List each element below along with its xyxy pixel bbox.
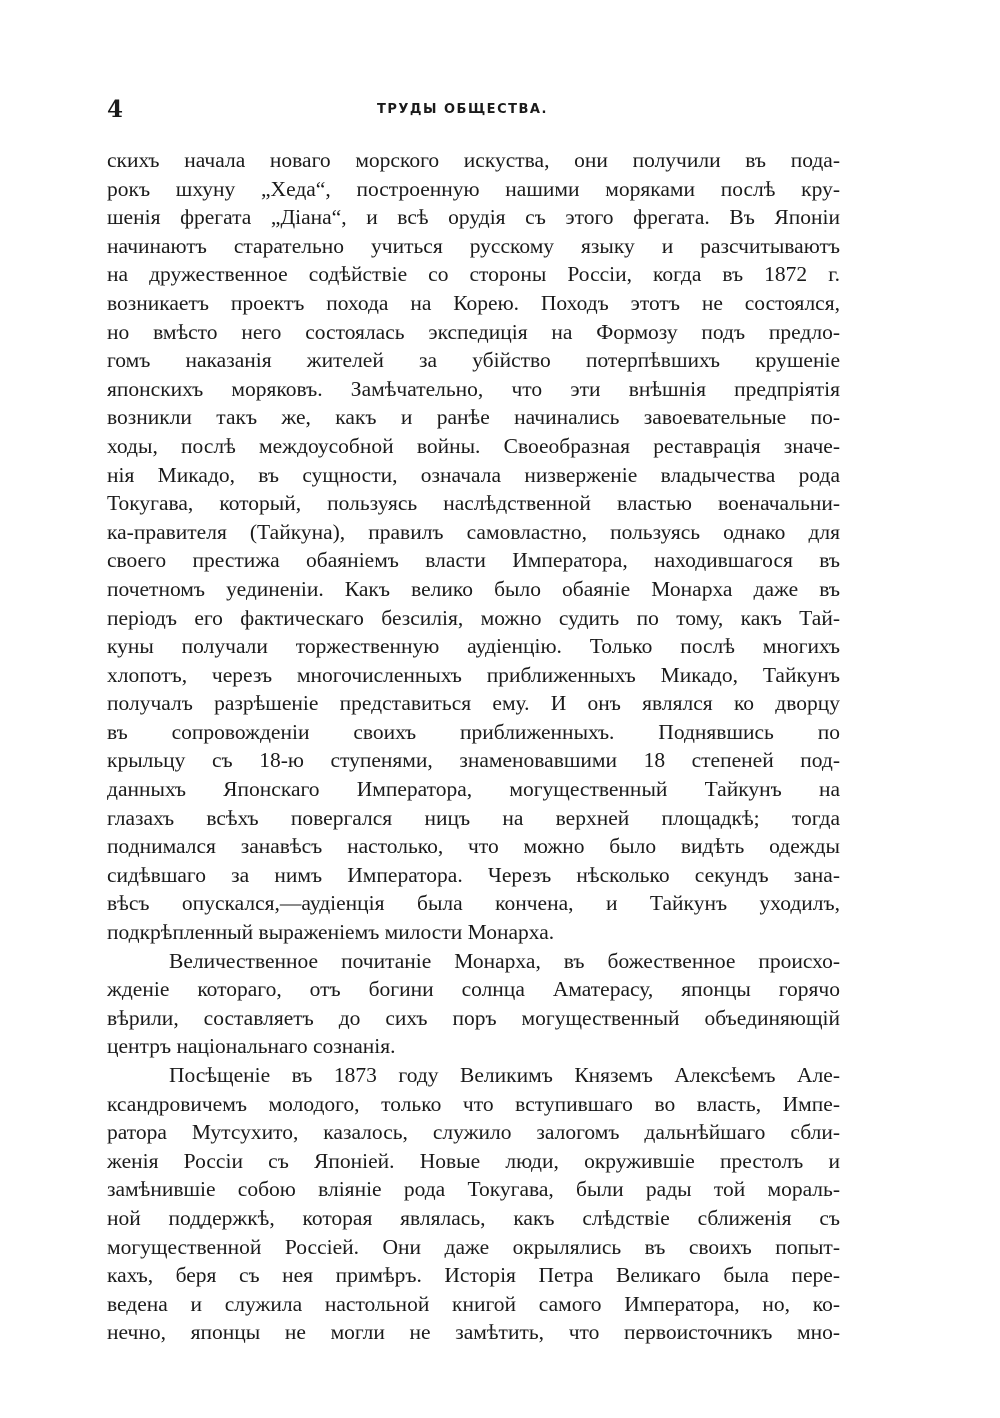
text-line: гомъ наказанія жителей за убійство потерпѣвшихъ крушеніе (107, 348, 840, 373)
text-line: хлопотъ, черезъ многочисленныхъ приближенныхъ Микадо, Тайкунъ (107, 662, 840, 687)
text-line: вѣрили, составляетъ до сихъ поръ могущественный объединяющій (107, 1005, 840, 1030)
text-line: подкрѣпленный выраженіемъ милости Монарха. (107, 920, 555, 945)
text-line: получалъ разрѣшеніе представиться ему. И онъ являлся ко дворцу (107, 691, 840, 716)
text-line: ведена и служила настольной книгой самого Императора, но, ко- (107, 1291, 840, 1316)
text-line: Посѣщеніе въ 1873 году Великимъ Княземъ Алексѣемъ Але- (169, 1063, 840, 1087)
page-number: 4 (107, 96, 124, 123)
text-line: шенія фрегата „Діана“, и всѣ орудія съ этого фрегата. Въ Японіи (107, 205, 840, 230)
text-line: начинаютъ старательно учиться русскому языку и разсчитываютъ (107, 233, 840, 258)
text-line: періодъ его фактическаго безсилія, можно судить по тому, какъ Тай- (107, 605, 840, 630)
text-line: почетномъ уединеніи. Какъ велико было обаяніе Монарха даже въ (107, 576, 840, 601)
text-line: куны получали торжественную аудіенцію. Только послѣ многихъ (107, 634, 840, 659)
text-line: Токугава, который, пользуясь наслѣдственной властью военачальни- (107, 491, 840, 516)
text-line: глазахъ всѣхъ повергался ницъ на верхней площадкѣ; тогда (107, 805, 840, 830)
text-line: вѣсъ опускался,—аудіенція была кончена, и Тайкунъ уходилъ, (107, 891, 840, 916)
text-line: жденіе котораго, отъ богини солнца Аматерасу, японцы горячо (107, 977, 840, 1002)
text-line: замѣнившіе собою вліяніе рода Токугава, были рады той мораль- (107, 1177, 840, 1202)
text-line: ратора Мутсухито, казалось, служило залогомъ дальнѣйшаго сбли- (107, 1120, 840, 1145)
text-line: нечно, японцы не могли не замѣтить, что первоисточникъ мно- (107, 1320, 840, 1345)
text-line: крыльцу съ 18-ю ступенями, знаменовавшими 18 степеней под- (107, 748, 840, 773)
text-line: на дружественное содѣйствіе со стороны Россіи, когда въ 1872 г. (107, 262, 840, 287)
text-line: но вмѣсто него состоялась экспедиція на Формозу подъ предло- (107, 319, 840, 344)
text-line: ходы, послѣ междоусобной войны. Своеобразная реставрація значе- (107, 433, 840, 458)
text-line: поднимался занавѣсъ настолько, что можно было видѣть одежды (107, 834, 840, 859)
text-line: своего престижа обаяніемъ власти Императора, находившагося въ (107, 548, 840, 573)
text-line: ной поддержкѣ, которая являлась, какъ слѣдствіе сближенія съ (107, 1205, 840, 1230)
running-head: ТРУДЫ ОБЩЕСТВА. (377, 102, 548, 117)
text-line: данныхъ Японскаго Императора, могущественный Тайкунъ на (107, 777, 840, 802)
text-line: японскихъ моряковъ. Замѣчательно, что эти внѣшнія предпріятія (107, 376, 840, 401)
text-line: могущественной Россіей. Они даже окрылялись въ своихъ попыт- (107, 1234, 840, 1259)
text-line: возникаетъ проектъ похода на Корею. Походъ этотъ не состоялся, (107, 290, 840, 315)
text-line: въ сопровожденіи своихъ приближенныхъ. Поднявшись по (107, 719, 840, 744)
text-line: ка-правителя (Тайкуна), правилъ самовластно, пользуясь однако для (107, 519, 840, 544)
body-text (107, 146, 840, 1347)
text-line: центръ національнаго сознанія. (107, 1034, 396, 1059)
text-line: сидѣвшаго за нимъ Императора. Черезъ нѣсколько секундъ зана- (107, 862, 840, 887)
text-line: рокъ шхуну „Хеда“, построенную нашими моряками послѣ кру- (107, 176, 840, 201)
text-line: ксандровичемъ молодого, только что вступившаго во власть, Импе- (107, 1091, 840, 1116)
page-header (107, 96, 833, 126)
text-line: возникли такъ же, какъ и ранѣе начинались завоевательные по- (107, 405, 840, 430)
text-line: нія Микадо, въ сущности, означала низверженіе владычества рода (107, 462, 840, 487)
text-line: Величественное почитаніе Монарха, въ божественное происхо- (169, 948, 840, 973)
text-line: женія Россіи съ Японіей. Новые люди, окружившіе престолъ и (107, 1148, 840, 1173)
text-line: кахъ, беря съ нея примѣръ. Исторія Петра Великаго была пере- (107, 1263, 840, 1288)
text-line: скихъ начала новаго морского искуства, они получили въ пода- (107, 148, 840, 172)
